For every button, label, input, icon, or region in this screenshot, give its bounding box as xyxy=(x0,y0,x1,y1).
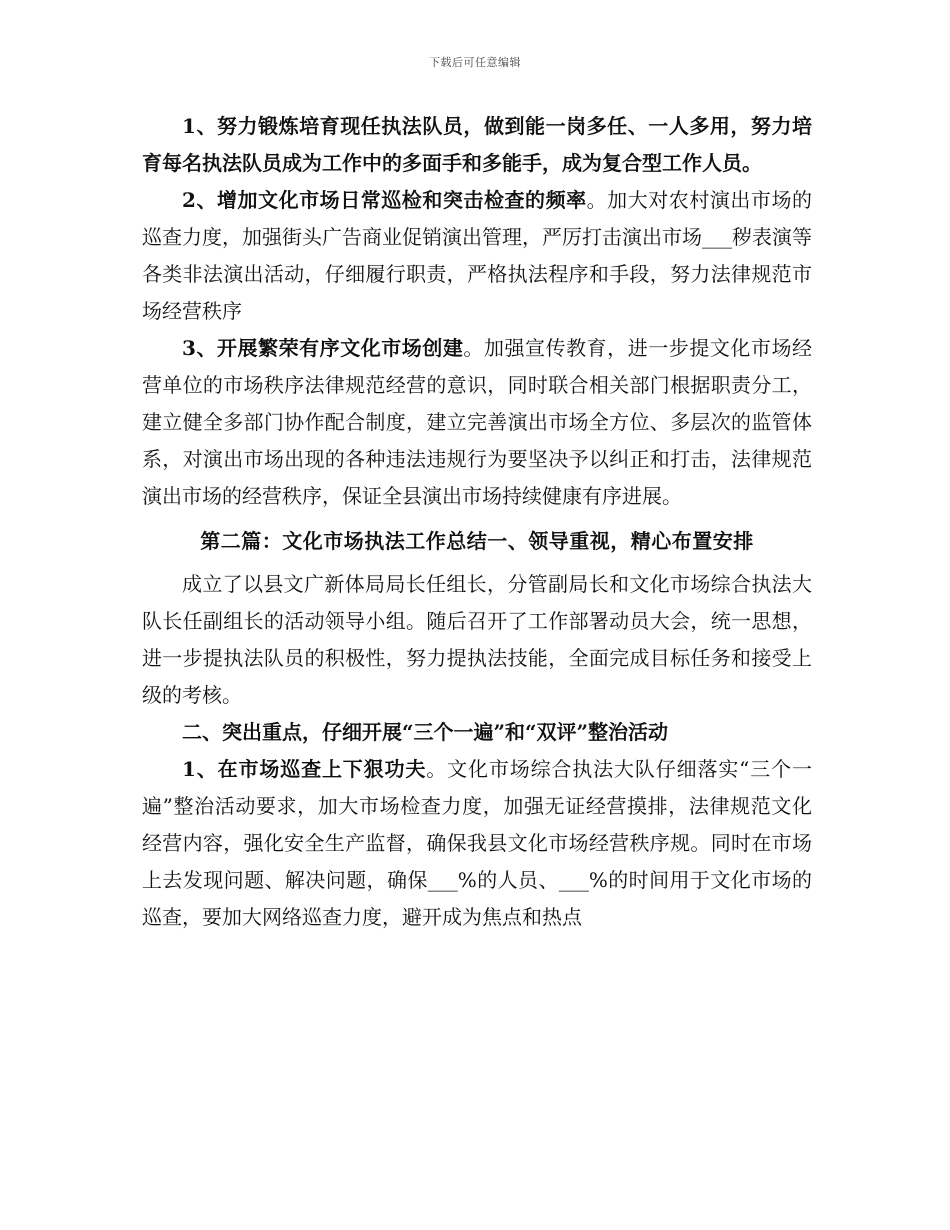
item-3-body: 。加强宣传教育，进一步提文化市场经营单位的市场秩序法律规范经营的意识，同时联合相关部门根据职责分工，建立健全多部门协作配合制度，建立完善演出市场全方位、多层次的监管体系，对演出市场出现的各种违法违规行为要坚决予以纠正和打击，法律规范演出市场的经营秩序，保证全县演出市场持续健康有序进展。 xyxy=(142,336,812,508)
item-2-paragraph xyxy=(142,182,812,330)
section-2-title: 第二篇：文化市场执法工作总结一、领导重视，精心布置安排 xyxy=(200,529,754,553)
page-header-note: 下载后可任意编辑 xyxy=(429,56,521,69)
sub-item-1-body: 。文化市场综合执法大队仔细落实“三个一遍”整治活动要求，加大市场检查力度，加强无证经营摸排，法律规范文化经营内容，强化安全生产监督，确保我县文化市场经营秩序规。同时在市场上去发现问题、解决问题，确保___%的人员、___%的时间用于文化市场的巡查，要加大网络巡查力度，避开成为焦点和热点 xyxy=(142,757,812,929)
item-3-lead: 3、开展繁荣有序文化市场创建 xyxy=(182,336,464,360)
subheading-2: 二、突出重点，仔细开展“三个一遍”和“双评”整治活动 xyxy=(182,720,669,744)
sub-item-1-paragraph xyxy=(142,751,812,936)
item-2-lead: 2、增加文化市场日常巡检和突击检查的频率 xyxy=(182,188,587,212)
item-1-paragraph: 1、努力锻炼培育现任执法队员，做到能一岗多任、一人多用，努力培育每名执法队员成为工作中的多面手和多能手，成为复合型工作人员。 xyxy=(142,114,812,175)
section-2-paragraph: 成立了以县文广新体局局长任组长，分管副局长和文化市场综合执法大队长任副组长的活动领导小组。随后召开了工作部署动员大会，统一思想，进一步提执法队员的积极性，努力提执法技能，全面完成目标任务和接受上级的考核。 xyxy=(142,572,812,707)
document-body xyxy=(142,108,812,936)
item-3-paragraph xyxy=(142,330,812,515)
sub-item-1-lead: 1、在市场巡查上下狠功夫 xyxy=(182,757,427,781)
item-2-body: 。加大对农村演出市场的巡查力度，加强街头广告商业促销演出管理，严厉打击演出市场___秽表演等各类非法演出活动，仔细履行职责，严格执法程序和手段，努力法律规范市场经营秩序 xyxy=(142,188,812,323)
